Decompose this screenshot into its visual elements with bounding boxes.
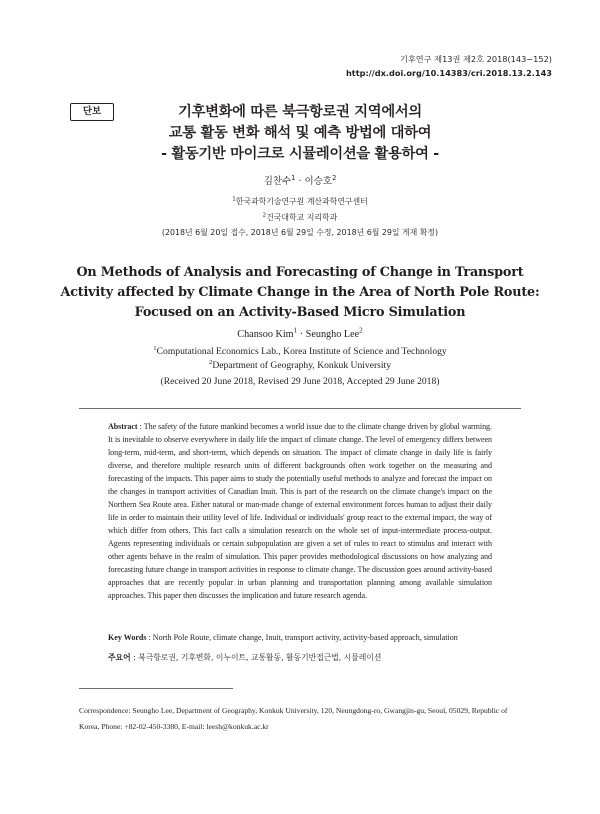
english-authors (0, 326, 600, 340)
keywords-label: Key Words (108, 633, 147, 642)
author-separator: · (295, 176, 305, 187)
author-2-marker: 2 (332, 173, 337, 182)
affiliation-marker: 2 (262, 211, 267, 218)
journal-header (346, 52, 552, 80)
affiliation-text: 건국대학교 지리학과 (266, 212, 338, 222)
correspondence-footnote: Correspondence: Seungho Lee, Department of Geography, Konkuk University, 120, Neungdong-ro, Gwangjin-gu, Seoul, 05029, Republic of Korea, Phone: +82-02-450-3380, E-mail: leesh@konkuk.ac.kr (79, 706, 508, 731)
korean-title (0, 102, 600, 165)
article-type-badge: 단보 (70, 103, 114, 121)
english-author-1: Chansoo Kim (237, 329, 294, 340)
author-1-marker: 1 (291, 173, 296, 182)
korean-affiliations (0, 194, 600, 225)
journal-citation: 기후연구 제13권 제2호 2018(143−152) (399, 54, 552, 64)
abstract-label: Abstract (108, 422, 138, 431)
korean-author-1: 김찬수 (263, 176, 292, 187)
affiliation-text: Department of Geography, Konkuk University (212, 360, 392, 371)
korean-keywords-text: 북극항로권, 기후변화, 이누이트, 교통활동, 활동기반접근법, 시뮬레이션 (138, 653, 382, 662)
english-affiliation-2 (0, 359, 600, 373)
affiliation-marker: 1 (153, 344, 157, 352)
english-dates: (Received 20 June 2018, Revised 29 June 2018, Accepted 29 June 2018) (160, 376, 440, 387)
doi-link[interactable]: http://dx.doi.org/10.14383/cri.2018.13.2.143 (345, 68, 552, 78)
affiliation-marker: 2 (208, 358, 213, 366)
keywords-separator: : (146, 633, 153, 642)
english-title-line: Focused on an Activity-Based Micro Simulation (134, 305, 466, 320)
english-title (0, 263, 600, 323)
korean-title-line: 기후변화에 따른 북극항로권 지역에서의 (178, 104, 422, 120)
korean-affiliation-1 (0, 194, 600, 210)
korean-keywords (108, 651, 498, 664)
korean-title-line: 교통 활동 변화 해석 및 예측 방법에 대하여 (168, 125, 432, 141)
author-1-marker: 1 (293, 326, 298, 335)
english-affiliation-1 (0, 345, 600, 359)
korean-authors (0, 173, 600, 187)
korean-keywords-label: 주요어 (108, 653, 131, 662)
english-affiliations (0, 345, 600, 373)
english-title-line: On Methods of Analysis and Forecasting of Change in Transport (76, 265, 524, 280)
korean-affiliation-2 (0, 210, 600, 226)
section-divider (79, 408, 521, 409)
english-title-line: Activity affected by Climate Change in the Area of North Pole Route: (60, 285, 540, 300)
korean-dates: (2018년 6월 20일 접수, 2018년 6월 29일 수정, 2018년 6월 29일 게재 확정) (161, 228, 439, 237)
korean-keywords-separator: : (130, 653, 139, 662)
affiliation-text: Computational Economics Lab., Korea Institute of Science and Technology (156, 346, 447, 357)
abstract (108, 420, 492, 602)
keywords-text: North Pole Route, climate change, Inuit, transport activity, activity-based approach, simulation (152, 633, 458, 642)
footnote-divider (79, 688, 233, 689)
abstract-separator: : (137, 422, 144, 431)
korean-title-line: - 활동기반 마이크로 시뮬레이션을 활용하여 - (161, 146, 439, 162)
author-2-marker: 2 (359, 326, 363, 335)
author-separator: · (297, 329, 306, 340)
affiliation-marker: 1 (232, 196, 236, 203)
abstract-text: The safety of the future mankind becomes a world issue due to the climate change driven by global warming. It is inevitable to observe everywhere in daily life the impact of climate change. The level of emergency differs between long-term, mid-term, and short-term, which depends on situation. The impact of climate change in daily life is fairly diverse, and therefore multiple research units of different backgrounds often work together on the measuring and forecasting of the impacts. This paper aims to study the potentially useful methods to analyze and forecast the impact on the changes in transport activities of Canadian Inuit. This is part of the research on the climate change's impact on the Northern Sea Route area. Either natural or man-made change of external environment forces human to adjust their daily life in order to maintain their utility level of life. Individual or individuals' group react to the external impact, the way of which differ from others. This fact calls a simulation research on the whole set of input-intermediate process-output. Agents representing individuals or certain subpopulation are given a set of rules to react to stimulus and interact with other agents behave in the realm of simulation. This paper provides methodological discussions on how analyzing and forecasting future change in transport activities in response to climate change. The discussion goes around activity-based approaches that are recently popular in urban planning and transportation planning among available simulation approaches. This paper then discusses the implication and future research agenda. (108, 422, 492, 600)
korean-author-2: 이승호 (304, 176, 333, 187)
english-keywords (108, 631, 498, 644)
english-author-2: Seungho Lee (305, 329, 360, 340)
affiliation-text: 한국과학기술연구원 계산과학연구센터 (235, 197, 368, 206)
